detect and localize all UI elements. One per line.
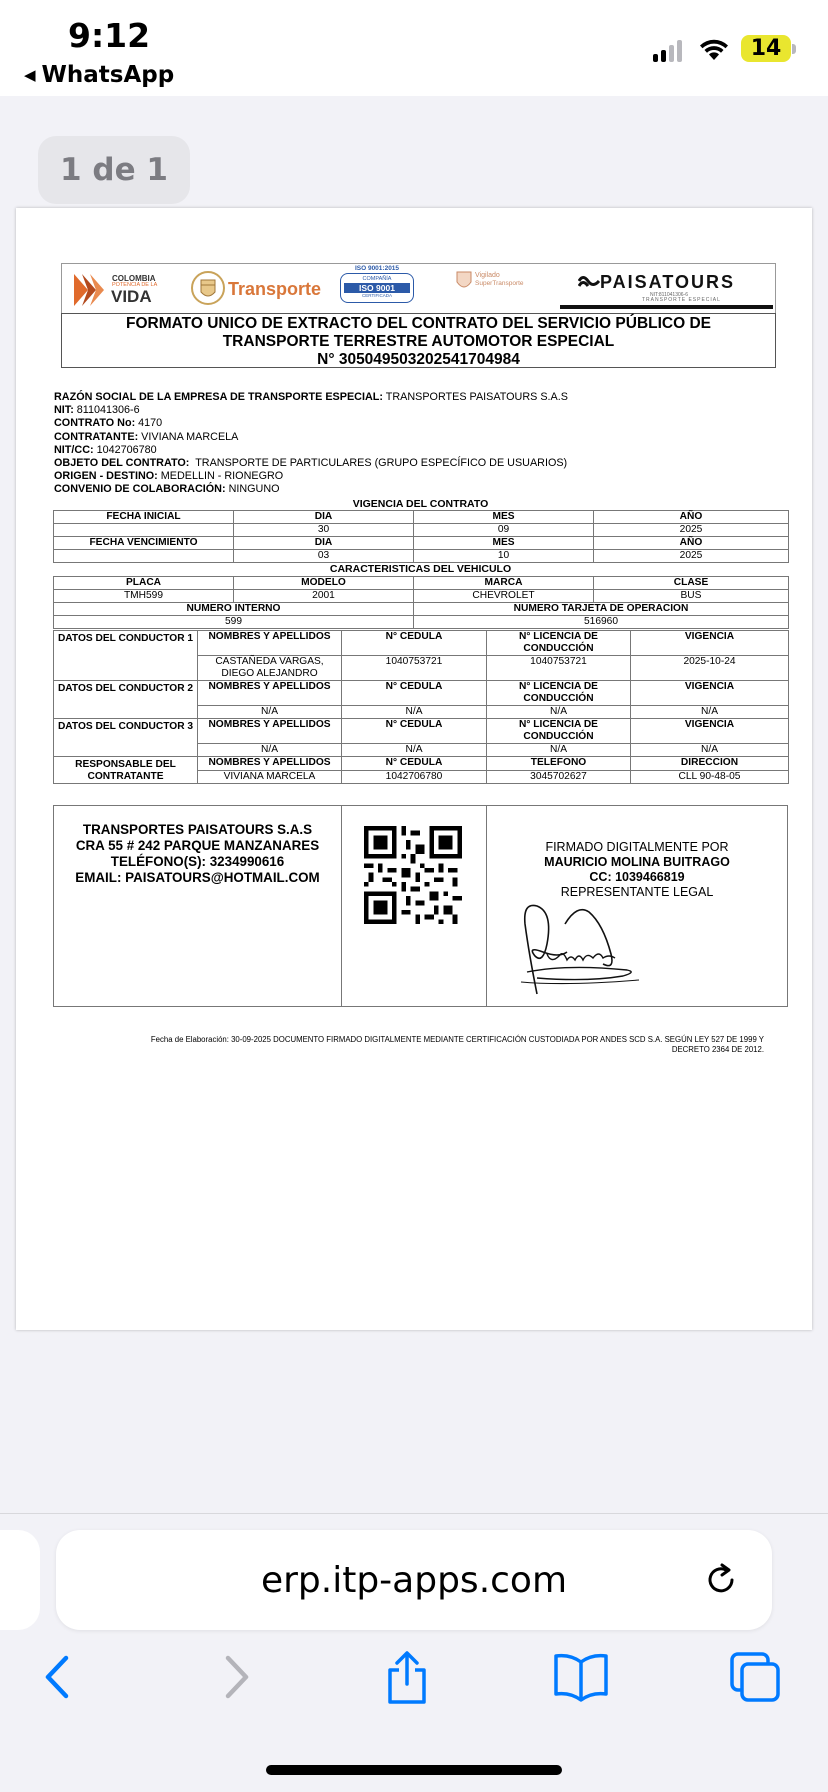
paisatours-sub-text: TRANSPORTE ESPECIAL: [642, 297, 721, 303]
responsable-telefono: 3045702627: [487, 770, 631, 784]
contract-number: N° 305049503202541704984: [317, 351, 520, 368]
numero-interno-value: 599: [54, 616, 414, 629]
empty-cell: [54, 550, 234, 563]
responsable-cedula: 1042706780: [342, 770, 487, 784]
wifi-icon: [698, 36, 730, 62]
fecha-inicial-label: FECHA INICIAL: [54, 511, 234, 524]
title-line-1: FORMATO UNICO DE EXTRACTO DEL CONTRATO DEL SERVICIO PÚBLICO DE: [125, 315, 712, 332]
info-contrato: CONTRATO No: 4170: [54, 417, 163, 430]
iso-company-text: COMPAÑÍA: [362, 276, 392, 282]
legal-notice: [42, 1035, 764, 1055]
tarjeta-operacion-header: NUMERO TARJETA DE OPERACION: [414, 603, 789, 616]
conductor-1-licencia: 1040753721: [487, 656, 631, 681]
dia-header: DIA: [234, 537, 414, 550]
title-line-2: TRANSPORTE TERRESTRE AUTOMOTOR ESPECIAL: [222, 333, 615, 350]
signer-role: REPRESENTANTE LEGAL: [560, 885, 714, 899]
handwritten-signature: [507, 894, 647, 1004]
info-nit-cc: NIT/CC: 1042706780: [54, 443, 157, 456]
conductor-1-vigencia: 2025-10-24: [631, 656, 789, 681]
logo-header: [61, 263, 776, 313]
digital-signature: [487, 806, 787, 1006]
signer-name: MAURICIO MOLINA BUITRAGO: [544, 855, 730, 869]
previous-tab-peek[interactable]: [0, 1530, 40, 1630]
vehiculo-table: [53, 576, 789, 629]
marca-value: CHEVROLET: [414, 590, 594, 603]
modelo-value: 2001: [234, 590, 414, 603]
address-bar[interactable]: [56, 1530, 772, 1630]
dia-header: DIA: [234, 511, 414, 524]
modelo-header: MODELO: [234, 577, 414, 590]
conductor-1-label: DATOS DEL CONDUCTOR 1: [54, 631, 198, 681]
responsable-direccion: CLL 90-48-05: [631, 770, 789, 784]
vigencia-header: VIGENCIA: [631, 681, 789, 706]
shield-crest-icon: [190, 268, 226, 308]
responsable-nombre: VIVIANA MARCELA: [198, 770, 342, 784]
venc-mes: 10: [414, 550, 594, 563]
conductor-3-licencia: N/A: [487, 744, 631, 757]
colombia-text: COLOMBIA: [112, 274, 156, 283]
iso-9001-logo: [338, 265, 416, 311]
home-indicator[interactable]: [266, 1765, 562, 1775]
back-chevron-icon[interactable]: [38, 1650, 78, 1704]
conductor-2-licencia: N/A: [487, 706, 631, 719]
nombres-header: NOMBRES Y APELLIDOS: [198, 631, 342, 656]
cedula-header: N° CEDULA: [342, 681, 487, 706]
company-details: [54, 806, 342, 1006]
empty-cell: [54, 524, 234, 537]
mes-header: MES: [414, 537, 594, 550]
conductor-3-vigencia: N/A: [631, 744, 789, 757]
vida-emblem-icon: [72, 272, 110, 308]
clase-value: BUS: [594, 590, 789, 603]
info-contratante: CONTRATANTE: VIVIANA MARCELA: [54, 430, 239, 443]
cellular-signal-icon: [653, 38, 682, 62]
paisatours-underline: [560, 305, 773, 309]
legal-line-1: Fecha de Elaboración: 30-09-2025 DOCUMENTO FIRMADO DIGITALMENTE MEDIANTE CERTIFICACIÓN CUSTODIADA POR ANDES SCD S.A. SEGÚN LEY 527 DE 1999 Y: [150, 1035, 764, 1044]
info-origen-destino: ORIGEN - DESTINO: MEDELLIN - RIONEGRO: [54, 470, 284, 483]
mes-header: MES: [414, 511, 594, 524]
responsable-label: RESPONSABLE DEL CONTRATANTE: [54, 757, 198, 784]
venc-dia: 03: [234, 550, 414, 563]
vigilado-supertransporte-logo: [455, 270, 550, 300]
colombia-vida-logo: [72, 270, 167, 310]
nombres-header: NOMBRES Y APELLIDOS: [198, 719, 342, 744]
placa-value: TMH599: [54, 590, 234, 603]
paisatours-logo: [560, 270, 775, 312]
cedula-header: N° CEDULA: [342, 631, 487, 656]
vigencia-header: VIGENCIA: [631, 631, 789, 656]
conductor-2-vigencia: N/A: [631, 706, 789, 719]
licencia-header: N° LICENCIA DE CONDUCCIÓN: [487, 631, 631, 656]
conductor-2-label: DATOS DEL CONDUCTOR 2: [54, 681, 198, 719]
conductor-3-nombre: N/A: [198, 744, 342, 757]
inicial-mes: 09: [414, 524, 594, 537]
clase-header: CLASE: [594, 577, 789, 590]
numero-interno-header: NUMERO INTERNO: [54, 603, 414, 616]
cedula-header: N° CEDULA: [342, 757, 487, 771]
status-bar: [0, 0, 828, 96]
vigencia-table: [53, 510, 789, 563]
qr-cell: [342, 806, 487, 1006]
company-name: TRANSPORTES PAISATOURS S.A.S: [82, 822, 313, 837]
supertransporte-text: SuperTransporte: [475, 280, 524, 287]
potencia-text: POTENCIA DE LA: [112, 282, 158, 288]
document-page: [16, 208, 812, 1330]
back-triangle-icon: ◀: [24, 66, 36, 84]
conductores-table: [53, 630, 789, 784]
iso-year-text: ISO 9001:2015: [354, 265, 400, 272]
legal-line-2: DECRETO 2364 DE 2012.: [671, 1045, 764, 1054]
qr-code-icon: [364, 826, 462, 924]
venc-anio: 2025: [594, 550, 789, 563]
conductor-3-cedula: N/A: [342, 744, 487, 757]
company-phone: TELÉFONO(S): 3234990616: [110, 854, 285, 869]
company-address: CRA 55 # 242 PARQUE MANZANARES: [75, 838, 320, 853]
conductor-1-nombre: CASTAÑEDA VARGAS, DIEGO ALEJANDRO: [198, 656, 342, 681]
direccion-header: DIRECCION: [631, 757, 789, 771]
document-title: [61, 313, 776, 368]
vigencia-header: VIGENCIA: [631, 719, 789, 744]
contract-info: [54, 391, 568, 497]
info-convenio: CONVENIO DE COLABORACIÓN: NINGUNO: [54, 483, 280, 496]
licencia-header: N° LICENCIA DE CONDUCCIÓN: [487, 719, 631, 744]
vigencia-title: VIGENCIA DEL CONTRATO: [352, 498, 489, 510]
back-to-app-link[interactable]: [24, 62, 174, 88]
info-razon-social: RAZÓN SOCIAL DE LA EMPRESA DE TRANSPORTE ESPECIAL: TRANSPORTES PAISATOURS S.A.S: [54, 391, 568, 403]
status-time: 9:12: [68, 16, 151, 55]
anio-header: AÑO: [594, 537, 789, 550]
signed-by-text: FIRMADO DIGITALMENTE POR: [545, 840, 729, 854]
signer-cc: CC: 1039466819: [589, 870, 685, 884]
battery-icon: 14: [741, 35, 791, 62]
signature-section: [53, 805, 788, 1007]
telefono-header: TELEFONO: [487, 757, 631, 771]
tarjeta-operacion-value: 516960: [414, 616, 789, 629]
iso-main-text: ISO 9001: [344, 283, 410, 293]
tabs-icon[interactable]: [728, 1650, 784, 1706]
anio-header: AÑO: [594, 511, 789, 524]
iso-cert-text: CERTIFICADA: [362, 293, 392, 298]
inicial-dia: 30: [234, 524, 414, 537]
transporte-logo: [190, 268, 320, 310]
vehiculo-title: CARACTERISTICAS DEL VEHICULO: [329, 563, 512, 575]
page-counter: 1 de 1: [38, 136, 190, 204]
vigilado-text: Vigilado: [475, 272, 500, 279]
transporte-text: Transporte: [228, 279, 322, 299]
placa-header: PLACA: [54, 577, 234, 590]
url-text[interactable]: erp.itp-apps.com: [260, 1560, 568, 1601]
marca-header: MARCA: [414, 577, 594, 590]
bookmarks-icon[interactable]: [552, 1650, 610, 1704]
info-objeto: OBJETO DEL CONTRATO: TRANSPORTE DE PARTICULARES (GRUPO ESPECÍFICO DE USUARIOS): [54, 457, 568, 470]
licencia-header: N° LICENCIA DE CONDUCCIÓN: [487, 681, 631, 706]
nombres-header: NOMBRES Y APELLIDOS: [198, 681, 342, 706]
vida-text: VIDA: [111, 287, 152, 306]
paisatours-text: PAISATOURS: [600, 272, 736, 292]
forward-chevron-icon[interactable]: [216, 1650, 256, 1704]
share-icon[interactable]: [384, 1650, 430, 1706]
conductor-1-cedula: 1040753721: [342, 656, 487, 681]
reload-icon[interactable]: [702, 1560, 742, 1600]
supertransporte-crest-icon: [455, 270, 473, 292]
company-email: EMAIL: PAISATOURS@HOTMAIL.COM: [75, 870, 320, 885]
fecha-vencimiento-label: FECHA VENCIMIENTO: [54, 537, 234, 550]
back-app-label: WhatsApp: [41, 62, 175, 88]
nombres-header: NOMBRES Y APELLIDOS: [198, 757, 342, 771]
paisatours-nit-text: NIT:811041306-6: [650, 292, 688, 298]
paisatours-mark-icon: [578, 274, 600, 288]
conductor-2-cedula: N/A: [342, 706, 487, 719]
conductor-2-nombre: N/A: [198, 706, 342, 719]
battery-nub: [792, 44, 796, 54]
conductor-3-label: DATOS DEL CONDUCTOR 3: [54, 719, 198, 757]
cedula-header: N° CEDULA: [342, 719, 487, 744]
info-nit: NIT: 811041306-6: [54, 404, 140, 417]
inicial-anio: 2025: [594, 524, 789, 537]
